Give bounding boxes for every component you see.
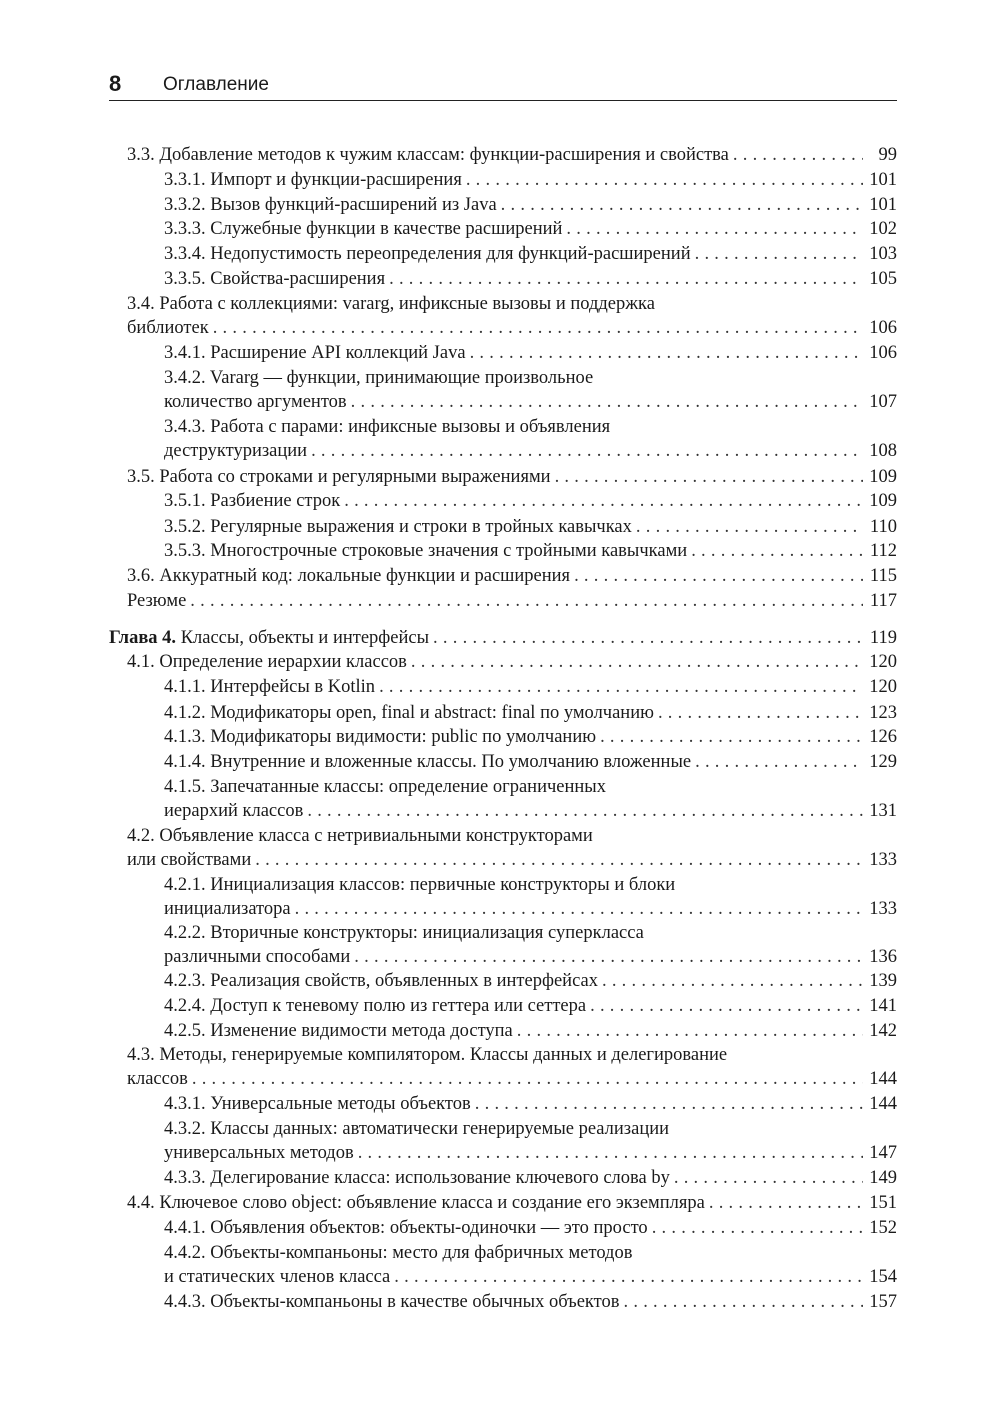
toc-entry-text: Резюме (127, 591, 187, 611)
toc-entry-page: 157 (869, 1292, 897, 1312)
toc-entry-text: и статических членов класса (164, 1267, 391, 1287)
toc-entry-title (127, 1067, 188, 1092)
toc-entry-text: Модификаторы видимости: public по умолчанию (210, 727, 597, 747)
toc-entry-number: 4.3.3. (164, 1168, 206, 1188)
toc-entry-number: 4.3. (127, 1045, 155, 1065)
leader-dots (411, 650, 863, 675)
toc-entry-title (127, 143, 729, 168)
toc-entry (127, 1043, 897, 1093)
toc-entry-page: 110 (869, 517, 897, 537)
toc-entry-text: Объекты-компаньоны в качестве обычных объектов (210, 1292, 620, 1312)
leader-dots (379, 675, 863, 700)
toc-entry (164, 1166, 897, 1191)
toc-entry-text: Вторичные конструкторы: инициализация суперкласса (210, 923, 644, 943)
toc-entry-title (164, 390, 347, 415)
toc-entry (164, 921, 897, 971)
toc-entry-title (164, 701, 654, 726)
toc-entry-text: Вызов функций-расширений из Java (210, 195, 497, 215)
toc-entry-title (127, 650, 407, 675)
toc-entry-page: 117 (869, 591, 897, 611)
toc-entry (164, 193, 897, 218)
toc-entry-title (164, 1166, 670, 1191)
toc-entry-text: Запечатанные классы: определение ограниченных (210, 777, 606, 797)
toc-entry-title (164, 168, 462, 193)
toc-entry-title (127, 316, 209, 341)
toc-entry-text: Аккуратный код: локальные функции и расширения (159, 566, 571, 586)
toc-entry (164, 366, 897, 416)
leader-dots (590, 994, 863, 1019)
leader-dots (636, 515, 863, 540)
toc-entry-title (164, 923, 644, 943)
toc-entry-text: Делегирование класса: использование ключевого слова by (210, 1168, 670, 1188)
toc-entry-number: 3.5. (127, 467, 155, 487)
toc-entry-title (164, 969, 598, 994)
leader-dots (674, 1166, 863, 1191)
toc-entry-text: Объекты-компаньоны: место для фабричных методов (210, 1243, 633, 1263)
toc-entry-title (164, 1265, 390, 1290)
toc-entry-page: 133 (869, 850, 897, 870)
toc-entry-text: Работа со строками и регулярными выражениями (159, 467, 551, 487)
toc-entry-number: 4.4. (127, 1193, 155, 1213)
toc-entry-page: 120 (869, 677, 897, 697)
toc-entry-number: 3.3.2. (164, 195, 206, 215)
toc-entry-number: 4.2.5. (164, 1021, 206, 1041)
toc-entry-text: Классы данных: автоматически генерируемые реализации (210, 1119, 670, 1139)
toc-entry-text: различными способами (164, 947, 351, 967)
toc-entry-text: Добавление методов к чужим классам: функции-расширения и свойства (159, 145, 729, 165)
toc-entry-text: Разбиение строк (210, 491, 341, 511)
toc-entry-page: 126 (869, 727, 897, 747)
toc-entry-title (164, 1019, 513, 1044)
toc-entry (127, 465, 897, 490)
toc-entry-number: 4.2.4. (164, 996, 206, 1016)
toc-entry-number: 4.3.1. (164, 1094, 206, 1114)
toc-entry-title (164, 1243, 632, 1263)
toc-entry-number: 4.2.2. (164, 923, 206, 943)
toc-entry-number: 3.5.2. (164, 517, 206, 537)
toc-entry-title (164, 675, 375, 700)
toc-entry-title (164, 1290, 620, 1315)
toc-entry-text: Изменение видимости метода доступа (210, 1021, 513, 1041)
toc-entry-page: 141 (869, 996, 897, 1016)
toc-entry-page: 131 (869, 801, 897, 821)
toc-entry-title (127, 294, 655, 314)
toc-entry-page: 109 (869, 467, 897, 487)
leader-dots (658, 701, 863, 726)
toc-entry-page: 136 (869, 947, 897, 967)
toc-entry-number: 3.4.2. (164, 368, 206, 388)
toc-entry-page: 142 (869, 1021, 897, 1041)
toc-entry-page: 119 (869, 628, 897, 648)
leader-dots (192, 1067, 863, 1092)
toc-entry-title (164, 994, 586, 1019)
leader-dots (691, 539, 863, 564)
toc-entry-number: 4.1.4. (164, 752, 206, 772)
toc-entry-number: 4.1.2. (164, 703, 206, 723)
toc-entry-page: 120 (869, 652, 897, 672)
toc-entry (127, 824, 897, 874)
toc-entry-text: деструктуризации (164, 441, 308, 461)
toc-entry (164, 489, 897, 514)
toc-entry (164, 675, 897, 700)
toc-entry-page: 115 (869, 566, 897, 586)
toc-entry-title (164, 193, 497, 218)
toc-entry (164, 515, 897, 540)
toc-entry-number: 3.4. (127, 294, 155, 314)
toc-entry-text: Работа с парами: инфиксные вызовы и объявления (210, 417, 611, 437)
toc-entry-title (164, 1216, 648, 1241)
toc-entry-number: 3.3. (127, 145, 155, 165)
toc-entry-number: 4.4.2. (164, 1243, 206, 1263)
toc-entry (164, 1290, 897, 1315)
toc-entry-page: 101 (869, 195, 897, 215)
toc-entry-text: Внутренние и вложенные классы. По умолчанию вложенные (210, 752, 692, 772)
leader-dots (190, 589, 863, 614)
toc-entry-page: 105 (869, 269, 897, 289)
toc-entry-text: Инициализация классов: первичные конструкторы и блоки (210, 875, 676, 895)
toc-entry (164, 873, 897, 923)
toc-entry (127, 143, 897, 168)
toc-entry-page: 149 (869, 1168, 897, 1188)
toc-entry-number: 3.5.1. (164, 491, 206, 511)
toc-entry-title (127, 848, 251, 873)
leader-dots (695, 242, 863, 267)
toc-entry (164, 1019, 897, 1044)
toc-entry-text: библиотек (127, 318, 209, 338)
toc-entry-number: 3.4.1. (164, 343, 206, 363)
toc-entry-title (164, 725, 596, 750)
leader-dots (351, 390, 863, 415)
toc-entry-text: Реализация свойств, объявленных в интерфейсах (210, 971, 598, 991)
toc-entry-page: 123 (869, 703, 897, 723)
toc-entry-number: 4.2.1. (164, 875, 206, 895)
toc-entry-title (164, 368, 593, 388)
toc-entry (127, 589, 897, 614)
toc-entry-text: Импорт и функции-расширения (210, 170, 462, 190)
toc-entry-number: 4.4.3. (164, 1292, 206, 1312)
leader-dots (475, 1092, 863, 1117)
toc-entry (164, 341, 897, 366)
toc-entry (164, 1092, 897, 1117)
leader-dots (600, 725, 863, 750)
toc-entry (164, 969, 897, 994)
toc-entry-title (164, 750, 691, 775)
toc-entry-title (164, 417, 610, 437)
toc-entry-page: 129 (869, 752, 897, 772)
toc-entry-title (127, 589, 186, 614)
toc-entry-title (127, 465, 551, 490)
toc-entry (164, 1117, 897, 1167)
toc-entry-page: 112 (869, 541, 897, 561)
toc-entry-title (164, 1119, 669, 1139)
toc-entry-title (109, 626, 429, 651)
toc-entry-page: 99 (878, 145, 897, 165)
leader-dots (574, 564, 863, 589)
page-number: 8 (109, 71, 122, 96)
leader-dots (517, 1019, 863, 1044)
toc-entry-number: 4.2.3. (164, 971, 206, 991)
toc-entry (164, 168, 897, 193)
toc-entry-number: 3.3.1. (164, 170, 206, 190)
toc-entry-title (164, 341, 466, 366)
leader-dots (470, 341, 863, 366)
leader-dots (733, 143, 863, 168)
toc-entry-page: 101 (869, 170, 897, 190)
toc-entry-title (127, 1045, 727, 1065)
toc-entry-title (164, 217, 562, 242)
toc-entry-page: 152 (869, 1218, 897, 1238)
toc-entry-title (164, 515, 632, 540)
toc-entry-page: 108 (869, 441, 897, 461)
toc-entry-text: Недопустимость переопределения для функций-расширений (210, 244, 691, 264)
toc-entry-page: 154 (869, 1267, 897, 1287)
toc-entry-title (127, 826, 593, 846)
toc-entry-text: классов (127, 1069, 188, 1089)
toc-entry-title (164, 799, 303, 824)
toc-entry-number: 4.1. (127, 652, 155, 672)
toc-entry (127, 564, 897, 589)
toc-entry-number: Глава 4. (109, 628, 177, 648)
toc-entry (164, 701, 897, 726)
toc-entry (164, 242, 897, 267)
leader-dots (255, 848, 863, 873)
toc-entry-title (164, 439, 307, 464)
toc-entry-text: Регулярные выражения и строки в тройных кавычках (210, 517, 632, 537)
toc-entry-title (164, 242, 691, 267)
toc-entry (164, 725, 897, 750)
toc-entry-number: 4.4.1. (164, 1218, 206, 1238)
toc-entry (164, 750, 897, 775)
toc-entry-number: 4.3.2. (164, 1119, 206, 1139)
toc-entry (127, 1191, 897, 1216)
toc-entry-title (164, 875, 675, 895)
toc-entry-number: 3.3.3. (164, 219, 206, 239)
toc-entry (164, 1241, 897, 1291)
toc-entry-number: 3.3.5. (164, 269, 206, 289)
toc-entry (109, 626, 897, 651)
leader-dots (344, 489, 863, 514)
leader-dots (389, 267, 863, 292)
leader-dots (501, 193, 863, 218)
leader-dots (433, 626, 863, 651)
toc-entry-title (127, 1191, 705, 1216)
leader-dots (709, 1191, 863, 1216)
toc-entry-page: 102 (869, 219, 897, 239)
toc-entry-text: Многострочные строковые значения с тройными кавычками (210, 541, 688, 561)
toc-entry-number: 3.4.3. (164, 417, 206, 437)
toc-entry-text: Ключевое слово object: объявление класса и создание его экземпляра (159, 1193, 705, 1213)
toc-entry-text: Методы, генерируемые компилятором. Классы данных и делегирование (159, 1045, 728, 1065)
toc-entry-title (164, 1141, 354, 1166)
toc-entry-text: Универсальные методы объектов (210, 1094, 471, 1114)
leader-dots (307, 799, 863, 824)
leader-dots (354, 945, 863, 970)
toc-entry-text: Служебные функции в качестве расширений (210, 219, 563, 239)
toc-entry (127, 292, 897, 342)
leader-dots (652, 1216, 863, 1241)
toc-entry-title (164, 777, 606, 797)
toc-entry-page: 133 (869, 899, 897, 919)
toc-entry-title (164, 897, 291, 922)
toc-entry-text: универсальных методов (164, 1143, 354, 1163)
toc-entry-text: Расширение API коллекций Java (210, 343, 466, 363)
toc-entry (164, 1216, 897, 1241)
toc-entry (164, 267, 897, 292)
toc-entry-title (164, 945, 350, 970)
leader-dots (602, 969, 863, 994)
toc-entry-page: 106 (869, 318, 897, 338)
toc-entry-number: 3.6. (127, 566, 155, 586)
toc-entry-text: инициализатора (164, 899, 291, 919)
toc-entry-text: Доступ к теневому полю из геттера или сеттера (210, 996, 587, 1016)
toc-entry-text: Vararg — функции, принимающие произвольное (209, 368, 594, 388)
toc-entry-page: 139 (869, 971, 897, 991)
toc-entry (164, 217, 897, 242)
toc-entry-page: 151 (869, 1193, 897, 1213)
toc-entry-text: количество аргументов (164, 392, 347, 412)
leader-dots (624, 1290, 864, 1315)
toc-entry-text: иерархий классов (164, 801, 304, 821)
leader-dots (213, 316, 863, 341)
toc-entry-number: 4.1.1. (164, 677, 206, 697)
toc-entry-title (164, 1092, 471, 1117)
toc-entry-text: Модификаторы open, final и abstract: final по умолчанию (210, 703, 654, 723)
toc-entry-title (164, 489, 340, 514)
toc-entry-text: Объявление класса с нетривиальными конструкторами (159, 826, 593, 846)
toc-entry-title (164, 267, 385, 292)
toc-entry-page: 109 (869, 491, 897, 511)
toc-entry-text: Классы, объекты и интерфейсы (180, 628, 430, 648)
toc-entry-number: 3.3.4. (164, 244, 206, 264)
toc-entry-number: 3.5.3. (164, 541, 206, 561)
toc-entry-text: Объявления объектов: объекты-одиночки — это просто (210, 1218, 648, 1238)
toc-entry (127, 650, 897, 675)
leader-dots (466, 168, 863, 193)
toc-entry-page: 144 (869, 1094, 897, 1114)
page-header (109, 70, 897, 101)
leader-dots (358, 1141, 863, 1166)
toc-entry-number: 4.2. (127, 826, 155, 846)
toc-entry-text: Интерфейсы в Kotlin (210, 677, 376, 697)
toc-entry-title (127, 564, 570, 589)
leader-dots (311, 439, 863, 464)
running-head: Оглавление (163, 74, 269, 95)
toc-entry-page: 103 (869, 244, 897, 264)
toc-entry-number: 4.1.5. (164, 777, 206, 797)
leader-dots (394, 1265, 863, 1290)
toc-entry-page: 106 (869, 343, 897, 363)
toc-entry (164, 415, 897, 465)
toc-entry-page: 107 (869, 392, 897, 412)
leader-dots (295, 897, 863, 922)
toc-entry-text: Свойства-расширения (210, 269, 386, 289)
leader-dots (555, 465, 863, 490)
toc-entry-text: Работа с коллекциями: vararg, инфиксные вызовы и поддержка (159, 294, 655, 314)
toc-entry (164, 539, 897, 564)
leader-dots (566, 217, 863, 242)
toc-entry (164, 775, 897, 825)
toc-entry (164, 994, 897, 1019)
toc-entry-text: Определение иерархии классов (159, 652, 407, 672)
toc-entry-page: 144 (869, 1069, 897, 1089)
leader-dots (695, 750, 863, 775)
toc-entry-text: или свойствами (127, 850, 252, 870)
toc-entry-page: 147 (869, 1143, 897, 1163)
toc-entry-number: 4.1.3. (164, 727, 206, 747)
toc-entry-title (164, 539, 687, 564)
